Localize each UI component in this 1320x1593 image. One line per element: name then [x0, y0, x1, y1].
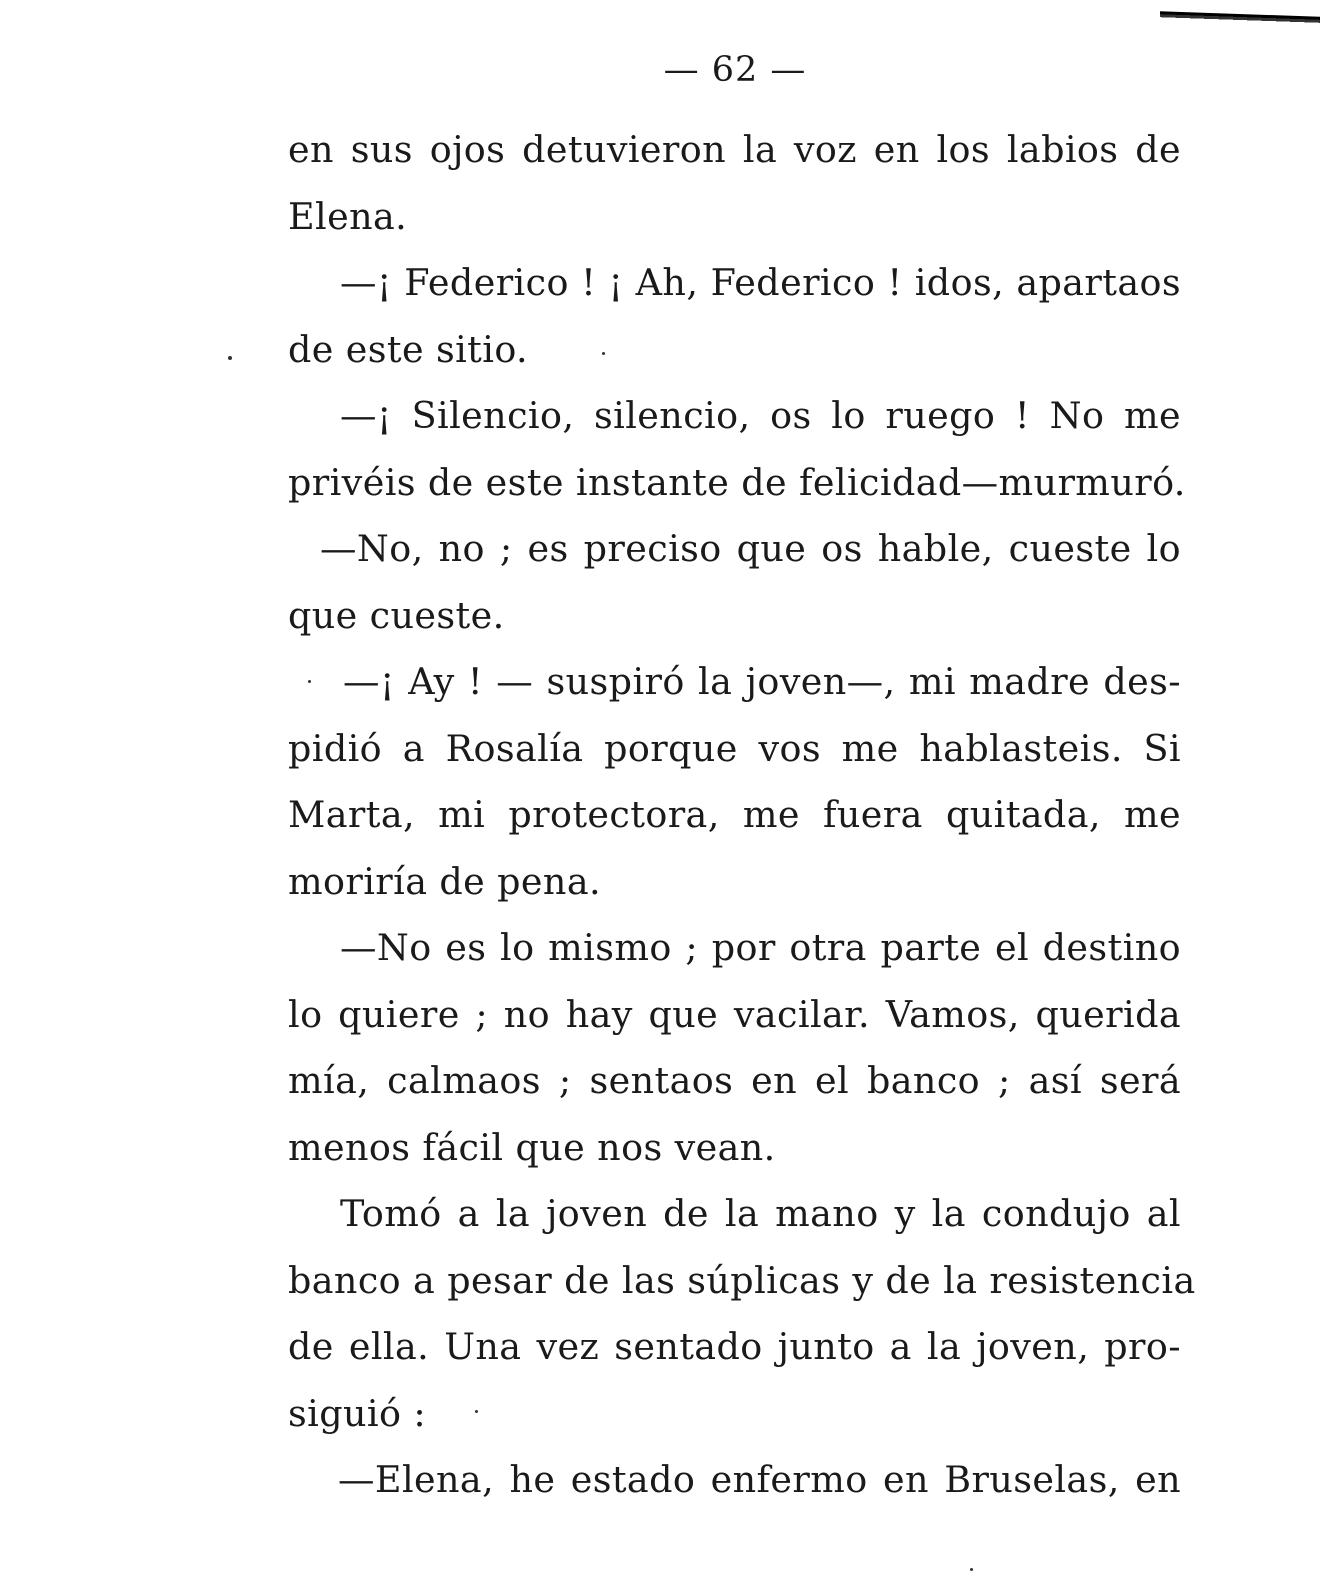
text-line: —Elena, he estado enfermo en Bruselas, en	[338, 1458, 1181, 1501]
text-line: —¡ Ay ! — suspiró la joven—, mi madre des-	[343, 660, 1181, 703]
scan-speck	[308, 680, 311, 683]
text-line: mía, calmaos ; sentaos en el banco ; así será	[288, 1059, 1181, 1102]
text-line: —No, no ; es preciso que os hable, cueste lo	[320, 527, 1181, 570]
text-line: —No es lo mismo ; por otra parte el destino	[340, 926, 1181, 969]
text-line: en sus ojos detuvieron la voz en los labios de	[288, 128, 1181, 171]
scan-edge-mark	[1160, 11, 1320, 27]
text-line: pidió a Rosalía porque vos me hablasteis. Si	[288, 726, 1181, 770]
text-line: menos fácil que nos vean.	[288, 1125, 776, 1169]
scan-speck	[475, 1410, 478, 1413]
text-line: —¡ Federico ! ¡ Ah, Federico ! idos, apartaos	[340, 261, 1181, 304]
text-line: Marta, mi protectora, me fuera quitada, me	[288, 793, 1181, 836]
text-line: de ella. Una vez sentado junto a la joven, pro-	[288, 1325, 1181, 1368]
scan-speck	[228, 356, 232, 360]
text-line: de este sitio.	[288, 327, 529, 371]
text-line: privéis de este instante de felicidad—murmuró.	[288, 460, 1186, 504]
text-line: Elena.	[288, 194, 408, 238]
page-number: — 62 —	[663, 50, 807, 90]
body-text	[288, 117, 1196, 1514]
scan-speck	[602, 352, 605, 355]
text-line: lo quiere ; no hay que vacilar. Vamos, querida	[288, 992, 1181, 1036]
scan-speck	[970, 1568, 973, 1571]
text-line: Tomó a la joven de la mano y la condujo al	[340, 1192, 1181, 1235]
text-line: que cueste.	[288, 593, 505, 637]
text-line: moriría de pena.	[288, 859, 601, 903]
text-line: siguió :	[288, 1391, 427, 1435]
text-line: banco a pesar de las súplicas y de la resistencia	[288, 1258, 1196, 1302]
text-line: —¡ Silencio, silencio, os lo ruego ! No me	[340, 394, 1181, 437]
